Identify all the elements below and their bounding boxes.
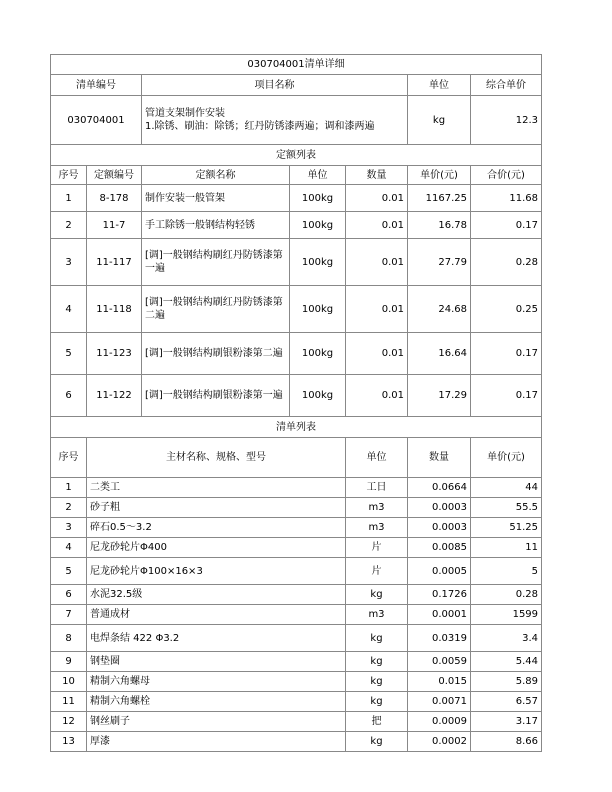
mat-qty: 0.0319 <box>408 625 471 652</box>
material-row <box>51 498 542 518</box>
mat-price: 3.4 <box>471 625 542 652</box>
mat-unit: 工日 <box>346 478 408 498</box>
mat-qty: 0.0002 <box>408 732 471 752</box>
mat-col-unit: 单位 <box>346 438 408 478</box>
mat-col-qty: 数量 <box>408 438 471 478</box>
quota-row <box>51 333 542 375</box>
header-code-label: 清单编号 <box>51 75 142 96</box>
quota-total: 0.17 <box>471 212 542 239</box>
material-row <box>51 478 542 498</box>
material-row <box>51 692 542 712</box>
quota-qty: 0.01 <box>346 375 408 417</box>
quota-no: 3 <box>51 239 87 286</box>
mat-name: 二类工 <box>87 478 346 498</box>
mat-price: 6.57 <box>471 692 542 712</box>
quota-price: 1167.25 <box>408 185 471 212</box>
mat-no: 7 <box>51 605 87 625</box>
quota-col-no: 序号 <box>51 166 87 185</box>
quota-name: 手工除锈一般钢结构轻锈 <box>142 212 290 239</box>
quota-total: 0.17 <box>471 333 542 375</box>
material-row <box>51 558 542 585</box>
quota-code: 8-178 <box>87 185 142 212</box>
mat-name: 钢垫圈 <box>87 652 346 672</box>
mat-price: 55.5 <box>471 498 542 518</box>
mat-unit: kg <box>346 625 408 652</box>
header-unit-label: 单位 <box>408 75 471 96</box>
mat-price: 5 <box>471 558 542 585</box>
mat-unit: 片 <box>346 538 408 558</box>
mat-qty: 0.015 <box>408 672 471 692</box>
table-title: 030704001清单详细 <box>51 55 542 75</box>
mat-qty: 0.0001 <box>408 605 471 625</box>
quota-no: 5 <box>51 333 87 375</box>
mat-no: 6 <box>51 585 87 605</box>
quota-section-title: 定额列表 <box>51 145 542 166</box>
mat-no: 9 <box>51 652 87 672</box>
quota-total: 11.68 <box>471 185 542 212</box>
mat-unit: kg <box>346 672 408 692</box>
mat-unit: kg <box>346 652 408 672</box>
quota-no: 2 <box>51 212 87 239</box>
quota-name: [调]一般钢结构刷银粉漆第一遍 <box>142 375 290 417</box>
quota-header-row <box>51 166 542 185</box>
mat-price: 8.66 <box>471 732 542 752</box>
item-price: 12.3 <box>471 96 542 145</box>
mat-qty: 0.0003 <box>408 518 471 538</box>
mat-unit: kg <box>346 732 408 752</box>
mat-name: 电焊条结 422 Φ3.2 <box>87 625 346 652</box>
quota-qty: 0.01 <box>346 239 408 286</box>
quota-col-qty: 数量 <box>346 166 408 185</box>
quota-row <box>51 239 542 286</box>
material-row <box>51 732 542 752</box>
material-row <box>51 712 542 732</box>
mat-no: 3 <box>51 518 87 538</box>
mat-qty: 0.0003 <box>408 498 471 518</box>
mat-qty: 0.0085 <box>408 538 471 558</box>
quota-name: [调]一般钢结构刷红丹防锈漆第一遍 <box>142 239 290 286</box>
mat-name: 精制六角螺母 <box>87 672 346 692</box>
mat-qty: 0.0664 <box>408 478 471 498</box>
quota-code: 11-118 <box>87 286 142 333</box>
mat-no: 4 <box>51 538 87 558</box>
quota-col-unit: 单位 <box>290 166 346 185</box>
quota-unit: 100kg <box>290 212 346 239</box>
quota-row <box>51 286 542 333</box>
mat-qty: 0.1726 <box>408 585 471 605</box>
mat-unit: m3 <box>346 518 408 538</box>
quota-price: 16.78 <box>408 212 471 239</box>
quota-unit: 100kg <box>290 286 346 333</box>
material-row <box>51 652 542 672</box>
quota-col-code: 定额编号 <box>87 166 142 185</box>
mat-price: 1599 <box>471 605 542 625</box>
mat-unit: kg <box>346 692 408 712</box>
mat-price: 51.25 <box>471 518 542 538</box>
quota-price: 17.29 <box>408 375 471 417</box>
mat-price: 3.17 <box>471 712 542 732</box>
mat-price: 0.28 <box>471 585 542 605</box>
quota-qty: 0.01 <box>346 185 408 212</box>
quota-price: 24.68 <box>408 286 471 333</box>
mat-name: 碎石0.5～3.2 <box>87 518 346 538</box>
quota-price: 27.79 <box>408 239 471 286</box>
mat-qty: 0.0009 <box>408 712 471 732</box>
quota-no: 4 <box>51 286 87 333</box>
quota-code: 11-123 <box>87 333 142 375</box>
item-name <box>142 96 408 145</box>
quota-qty: 0.01 <box>346 333 408 375</box>
material-row <box>51 518 542 538</box>
quota-col-total: 合价(元) <box>471 166 542 185</box>
mat-no: 2 <box>51 498 87 518</box>
mat-name: 钢丝刷子 <box>87 712 346 732</box>
quota-row <box>51 212 542 239</box>
quota-row <box>51 185 542 212</box>
header-name-label: 项目名称 <box>142 75 408 96</box>
mat-unit: m3 <box>346 498 408 518</box>
mat-price: 5.89 <box>471 672 542 692</box>
mat-price: 11 <box>471 538 542 558</box>
quota-qty: 0.01 <box>346 286 408 333</box>
item-code: 030704001 <box>51 96 142 145</box>
mat-no: 13 <box>51 732 87 752</box>
item-unit: kg <box>408 96 471 145</box>
quota-no: 1 <box>51 185 87 212</box>
quota-no: 6 <box>51 375 87 417</box>
header-price-label: 综合单价 <box>471 75 542 96</box>
mat-unit: m3 <box>346 605 408 625</box>
mat-col-price: 单价(元) <box>471 438 542 478</box>
quota-code: 11-117 <box>87 239 142 286</box>
mat-qty: 0.0005 <box>408 558 471 585</box>
mat-no: 10 <box>51 672 87 692</box>
mat-name: 普通成材 <box>87 605 346 625</box>
quota-total: 0.28 <box>471 239 542 286</box>
item-name-line2: 1.除锈、刷油：除锈；红丹防锈漆两遍；调和漆两遍 <box>145 121 375 132</box>
mat-no: 1 <box>51 478 87 498</box>
mat-qty: 0.0059 <box>408 652 471 672</box>
material-row <box>51 538 542 558</box>
material-row <box>51 625 542 652</box>
quota-col-price: 单价(元) <box>408 166 471 185</box>
mat-name: 厚漆 <box>87 732 346 752</box>
quota-code: 11-122 <box>87 375 142 417</box>
quota-total: 0.25 <box>471 286 542 333</box>
quota-name: [调]一般钢结构刷红丹防锈漆第二遍 <box>142 286 290 333</box>
mat-name: 尼龙砂轮片Φ100×16×3 <box>87 558 346 585</box>
mat-no: 8 <box>51 625 87 652</box>
quota-total: 0.17 <box>471 375 542 417</box>
quota-unit: 100kg <box>290 333 346 375</box>
quota-unit: 100kg <box>290 375 346 417</box>
mat-name: 精制六角螺栓 <box>87 692 346 712</box>
mat-no: 12 <box>51 712 87 732</box>
mat-unit: 片 <box>346 558 408 585</box>
quota-name: [调]一般钢结构刷银粉漆第二遍 <box>142 333 290 375</box>
quota-unit: 100kg <box>290 185 346 212</box>
quota-row <box>51 375 542 417</box>
materials-section-title: 清单列表 <box>51 417 542 438</box>
material-row <box>51 605 542 625</box>
quota-price: 16.64 <box>408 333 471 375</box>
mat-unit: 把 <box>346 712 408 732</box>
material-row <box>51 585 542 605</box>
quota-col-name: 定额名称 <box>142 166 290 185</box>
mat-col-name: 主材名称、规格、型号 <box>87 438 346 478</box>
mat-price: 44 <box>471 478 542 498</box>
mat-unit: kg <box>346 585 408 605</box>
mat-qty: 0.0071 <box>408 692 471 712</box>
quota-code: 11-7 <box>87 212 142 239</box>
mat-name: 尼龙砂轮片Φ400 <box>87 538 346 558</box>
mat-col-no: 序号 <box>51 438 87 478</box>
quota-name: 制作安装一般管架 <box>142 185 290 212</box>
mat-price: 5.44 <box>471 652 542 672</box>
quota-qty: 0.01 <box>346 212 408 239</box>
mat-name: 水泥32.5级 <box>87 585 346 605</box>
material-row <box>51 672 542 692</box>
quota-unit: 100kg <box>290 239 346 286</box>
materials-header-row <box>51 438 542 478</box>
detail-table <box>50 54 542 752</box>
item-name-line1: 管道支架制作安装 <box>145 108 225 119</box>
mat-no: 11 <box>51 692 87 712</box>
mat-no: 5 <box>51 558 87 585</box>
mat-name: 砂子粗 <box>87 498 346 518</box>
